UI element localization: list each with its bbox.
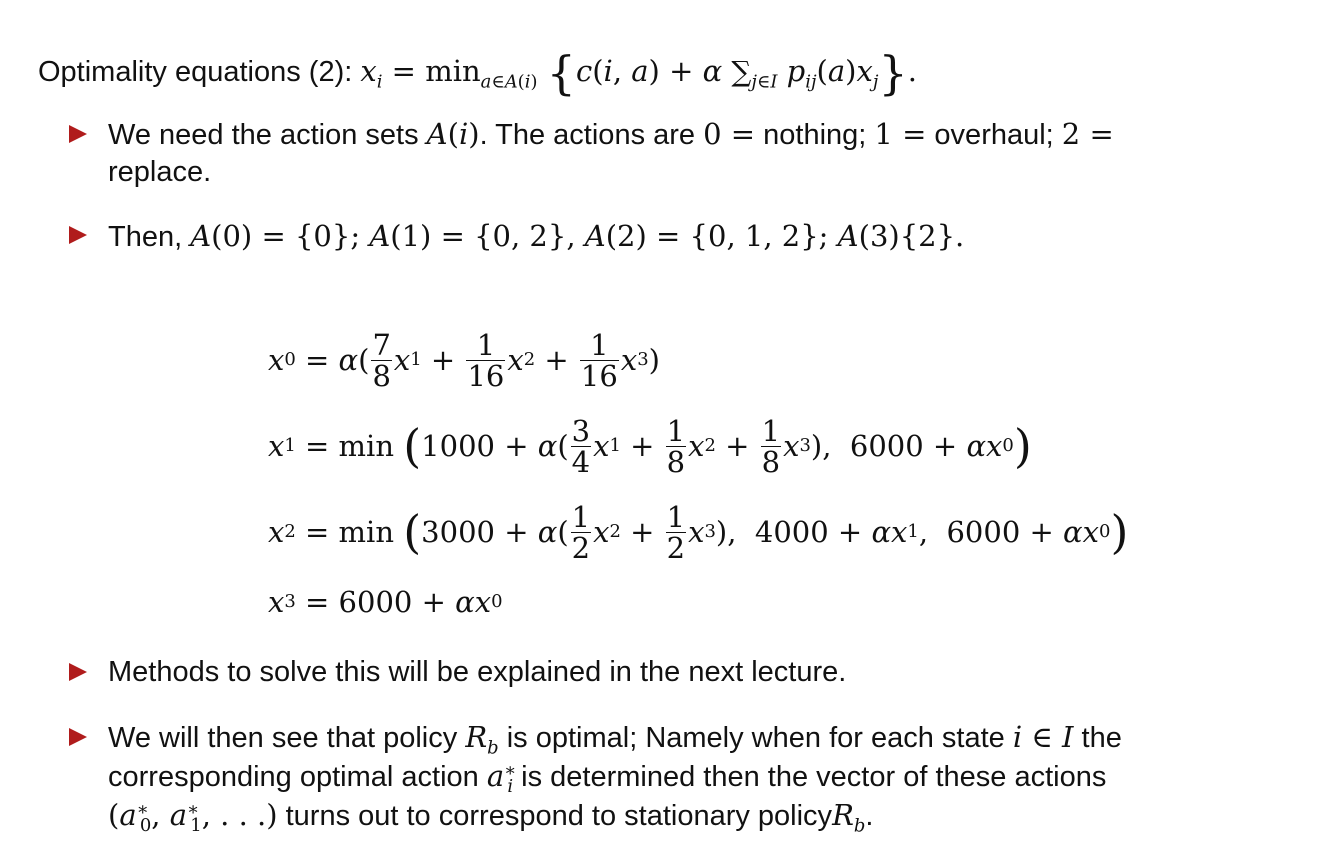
math-inline: 1 = <box>874 117 927 151</box>
bullet-policy-line3 <box>108 796 873 835</box>
fraction: $\frac{1}{2}$ <box>666 499 686 565</box>
equation-x3: x 3 = 6000 + αx 0 <box>268 585 503 619</box>
math-inline: 0 = <box>703 117 756 151</box>
triangle-bullet-icon <box>69 125 87 143</box>
math-inline: ($a^∗_0$, $a^∗_1$, . . .) <box>108 798 278 837</box>
bullet-text: overhaul; <box>926 119 1062 151</box>
bullet-text: We will then see that policy <box>108 722 466 754</box>
math-inline: $R_b$ <box>465 720 499 759</box>
heading-label: Optimality equations (2): <box>38 56 361 88</box>
bullet-text: is determined then the vector of these actions <box>513 761 1107 793</box>
bullet-policy-line1 <box>108 718 1122 757</box>
action-sets-formula: A(0) = {0}; A(1) = {0, 2}, A(2) = {0, 1, 2}; A(3){2}. <box>190 219 965 253</box>
fraction: $\frac{1}{8}$ <box>761 413 781 479</box>
fraction: $\frac{1}{8}$ <box>666 413 686 479</box>
bullet-text: Then, <box>108 221 191 253</box>
math-inline: $a^∗_i$ <box>486 759 517 798</box>
equation-x2: x 2 = min ( 3000 + α ( $\frac{1}{2}$ x 2 + $\frac{1}{2}$ x 3 ), 4000 + αx 1 , 6000 + αx 0 ) <box>268 499 1129 565</box>
equation-x0: x 0 = α ( $\frac{7}{8}$ x 1 + $\frac{1}{16}$ x 2 + $\frac{1}{16}$ x 3 ) <box>268 327 660 393</box>
bullet-text: . The actions are <box>479 119 704 151</box>
math-inline: A(i) <box>426 117 480 151</box>
bullet-text: the <box>1073 722 1122 754</box>
fraction: $\frac{1}{16}$ <box>580 327 618 393</box>
bullet-text: turns out to correspond to stationary policy <box>277 800 833 832</box>
equation-x1: x 1 = min ( 1000 + α ( $\frac{3}{4}$ x 1 + $\frac{1}{8}$ x 2 + $\frac{1}{8}$ x 3 ), 6000 + αx 0 ) <box>268 413 1032 479</box>
triangle-bullet-icon <box>69 728 87 746</box>
bullet-text: . <box>865 800 874 832</box>
optimality-formula: $x_i = \min_{a\in A(i)} \{c(i$, a) + α $\sum_{j\in I}$ $p_{ij}(a)x_j$}. <box>360 46 917 100</box>
math-inline: $R_b$ <box>832 798 866 837</box>
fraction: $\frac{7}{8}$ <box>372 327 391 393</box>
bullet-then-sets <box>108 217 964 256</box>
bullet-text: corresponding optimal action <box>108 761 487 793</box>
bullet-action-sets <box>108 115 1114 154</box>
math-inline: 2 = <box>1061 117 1114 151</box>
fraction: $\frac{3}{4}$ <box>571 413 591 479</box>
bullet-methods: Methods to solve this will be explained in the next lecture. <box>108 656 847 688</box>
bullet-action-sets-line2: replace. <box>108 156 212 188</box>
bullet-policy-line2 <box>108 757 1106 796</box>
bullet-text: We need the action sets <box>108 119 427 151</box>
bullet-text: nothing; <box>755 119 875 151</box>
optimality-heading <box>38 46 917 100</box>
fraction: $\frac{1}{2}$ <box>571 499 591 565</box>
math-inline: i ∈ I <box>1012 720 1074 754</box>
triangle-bullet-icon <box>69 663 87 681</box>
fraction: $\frac{1}{16}$ <box>467 327 505 393</box>
triangle-bullet-icon <box>69 226 87 244</box>
bullet-text: is optimal; Namely when for each state <box>498 722 1013 754</box>
